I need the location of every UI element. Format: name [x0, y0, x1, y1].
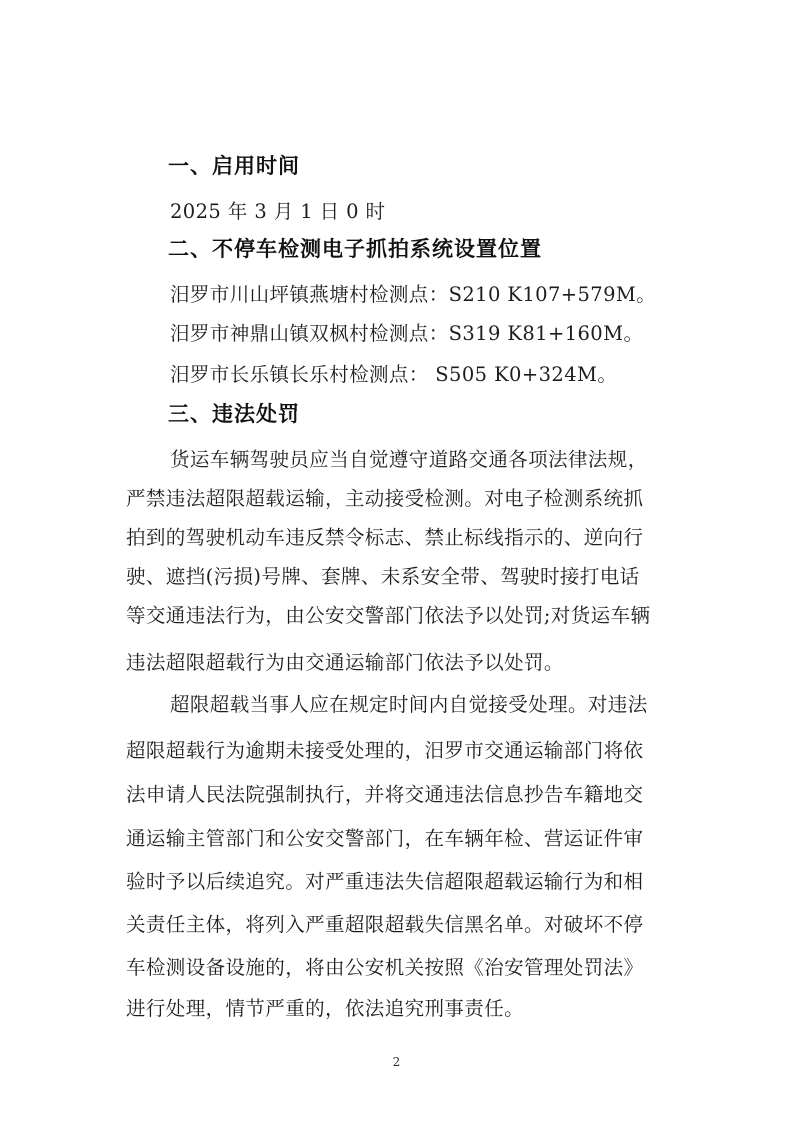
section-heading-start-time: 一、启用时间 [168, 154, 300, 178]
paragraph-1-line: 拍到的驾驶机动车违反禁令标志、禁止标线指示的、逆向行 [126, 526, 644, 549]
paragraph-1-line: 严禁违法超限超载运输，主动接受检测。对电子检测系统抓 [126, 487, 644, 510]
section-heading-penalties: 三、违法处罚 [168, 402, 300, 426]
paragraph-2-line: 超限超载当事人应在规定时间内自觉接受处理。对违法 [170, 693, 648, 716]
paragraph-1-line: 等交通违法行为，由公安交警部门依法予以处罚;对货运车辆 [126, 604, 651, 627]
paragraph-1-line: 货运车辆驾驶员应当自觉遵守道路交通各项法律法规， [170, 448, 648, 471]
paragraph-2-line: 进行处理，情节严重的，依法追究刑事责任。 [126, 997, 525, 1020]
paragraph-2-line: 法申请人民法院强制执行，并将交通违法信息抄告车籍地交 [126, 783, 644, 806]
checkpoint-location-1: 汨罗市川山坪镇燕塘村检测点：S210 K107+579M。 [170, 283, 657, 306]
section-heading-camera-locations: 二、不停车检测电子抓拍系统设置位置 [168, 237, 542, 261]
page-number: 2 [392, 1055, 401, 1069]
paragraph-2-line: 关责任主体，将列入严重超限超载失信黑名单。对破坏不停 [126, 913, 644, 936]
paragraph-2-line: 超限超载行为逾期未接受处理的，汨罗市交通运输部门将依 [126, 739, 644, 762]
paragraph-2-line: 车检测设备设施的，将由公安机关按照《治安管理处罚法》 [126, 956, 644, 979]
checkpoint-location-3: 汨罗市长乐镇长乐村检测点： S505 K0+324M。 [170, 363, 618, 386]
checkpoint-location-2: 汨罗市神鼎山镇双枫村检测点：S319 K81+160M。 [170, 322, 644, 345]
paragraph-2-line: 验时予以后续追究。对严重违法失信超限超载运输行为和相 [126, 870, 644, 893]
start-time-text: 2025 年 3 月 1 日 0 时 [170, 200, 386, 223]
paragraph-1-line: 违法超限超载行为由交通运输部门依法予以处罚。 [126, 651, 564, 674]
paragraph-2-line: 通运输主管部门和公安交警部门，在车辆年检、营运证件审 [126, 827, 644, 850]
paragraph-1-line: 驶、遮挡(污损)号牌、套牌、未系安全带、驾驶时接打电话 [126, 565, 640, 588]
